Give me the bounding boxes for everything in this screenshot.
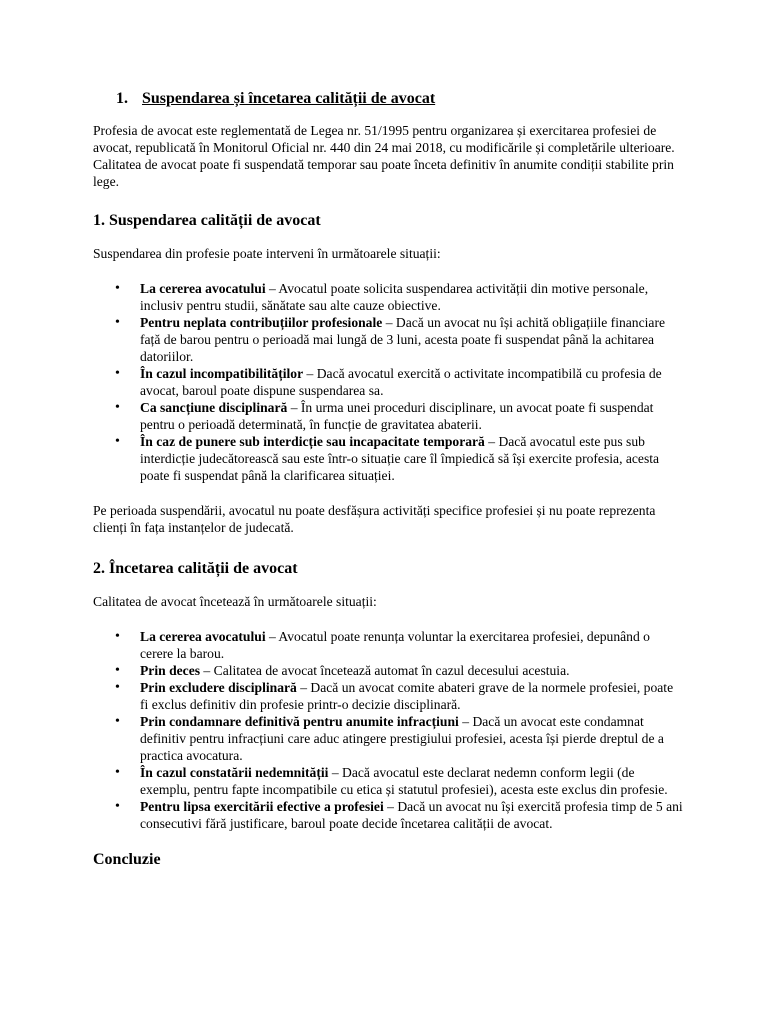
list-item-term: Ca sancțiune disciplinară [140,400,288,415]
document-title [93,89,683,108]
list-item [93,713,683,764]
section1-heading: 1. Suspendarea calității de avocat [93,212,321,229]
list-item [93,679,683,713]
list-item-term: În caz de punere sub interdicție sau incapacitate temporară [140,434,485,449]
document-body [93,89,683,869]
list-item-text: – Dacă un avocat nu își achită obligațiile financiare față de barou pentru o perioadă mai lungă de 3 luni, acesta poate fi suspendat până la achitarea datoriilor. [140,315,666,364]
list-item-term: Pentru neplata contribuțiilor profesionale [140,315,383,330]
list-item [93,764,683,798]
list-item [93,399,683,433]
list-item-term: Pentru lipsa exercitării efective a profesiei [140,799,384,814]
list-item-term: Prin excludere disciplinară [140,680,297,695]
section2-heading: 2. Încetarea calității de avocat [93,560,298,577]
section2-list [93,628,683,832]
list-item-text: – Dacă un avocat este condamnat definitiv pentru infracțiuni care aduc atingere prestigiului profesiei, acesta își pierde dreptul de a practica avocatura. [140,714,664,763]
section1-after-paragraph: Pe perioada suspendării, avocatul nu poate desfășura activități specifice profesiei și nu poate reprezenta clienți în fața instanțelor de judecată. [93,503,656,535]
list-item-text: – Dacă avocatul exercită o activitate incompatibilă cu profesia de avocat, baroul poate dispune suspendarea sa. [140,366,662,398]
list-item-text: – Dacă avocatul este declarat nedemn conform legii (de exemplu, pentru fapte incompatibile cu etica și statutul profesiei), acesta este exclus din profesie. [140,765,668,797]
list-item-text: – Dacă un avocat nu își exercită profesia timp de 5 ani consecutivi fără justificare, baroul poate decide încetarea calității de avocat. [140,799,683,831]
list-item-text: – Calitatea de avocat încetează automat în cazul decesului acestuia. [200,663,570,678]
list-item [93,314,683,365]
list-item [93,365,683,399]
list-item-text: – Avocatul poate solicita suspendarea activității din motive personale, inclusiv pentru studii, sănătate sau alte cauze obiective. [140,281,649,313]
conclusion-heading: Concluzie [93,851,161,868]
list-item [93,798,683,832]
list-item-term: În cazul constatării nedemnității [140,765,329,780]
list-item [93,628,683,662]
section1-list [93,280,683,484]
title-number: 1. [116,90,128,107]
list-item-term: La cererea avocatului [140,629,266,644]
title-text: Suspendarea și încetarea calității de avocat [142,90,436,107]
list-item-text: – În urma unei proceduri disciplinare, un avocat poate fi suspendat pentru o perioadă determinată, în funcție de gravitatea abaterii. [140,400,654,432]
section2-lead: Calitatea de avocat încetează în următoarele situații: [93,594,377,609]
list-item-term: La cererea avocatului [140,281,266,296]
list-item [93,433,683,484]
section1-lead: Suspendarea din profesie poate interveni în următoarele situații: [93,246,441,261]
list-item-text: – Dacă un avocat comite abateri grave de la normele profesiei, poate fi exclus definitiv din profesie printr-o decizie disciplinară. [140,680,674,712]
list-item-term: În cazul incompatibilităților [140,366,304,381]
list-item [93,662,683,679]
list-item-term: Prin deces [140,663,201,678]
list-item-text: – Avocatul poate renunța voluntar la exercitarea profesiei, depunând o cerere la barou. [140,629,650,661]
list-item [93,280,683,314]
list-item-term: Prin condamnare definitivă pentru anumite infracțiuni [140,714,459,729]
intro-paragraph: Profesia de avocat este reglementată de Legea nr. 51/1995 pentru organizarea și exercitarea profesiei de avocat, republicată în Monitorul Oficial nr. 440 din 24 mai 2018, cu modificările și completările ulterioare. Calitatea de avocat poate fi suspendată temporar sau poate înceta definitiv în anumite condiții stabilite prin lege. [93,123,675,189]
list-item-text: – Dacă avocatul este pus sub interdicție judecătorească sau este într-o situație care îl împiedică să își exercite profesia, acesta poate fi suspendat până la clarificarea situației. [140,434,660,483]
